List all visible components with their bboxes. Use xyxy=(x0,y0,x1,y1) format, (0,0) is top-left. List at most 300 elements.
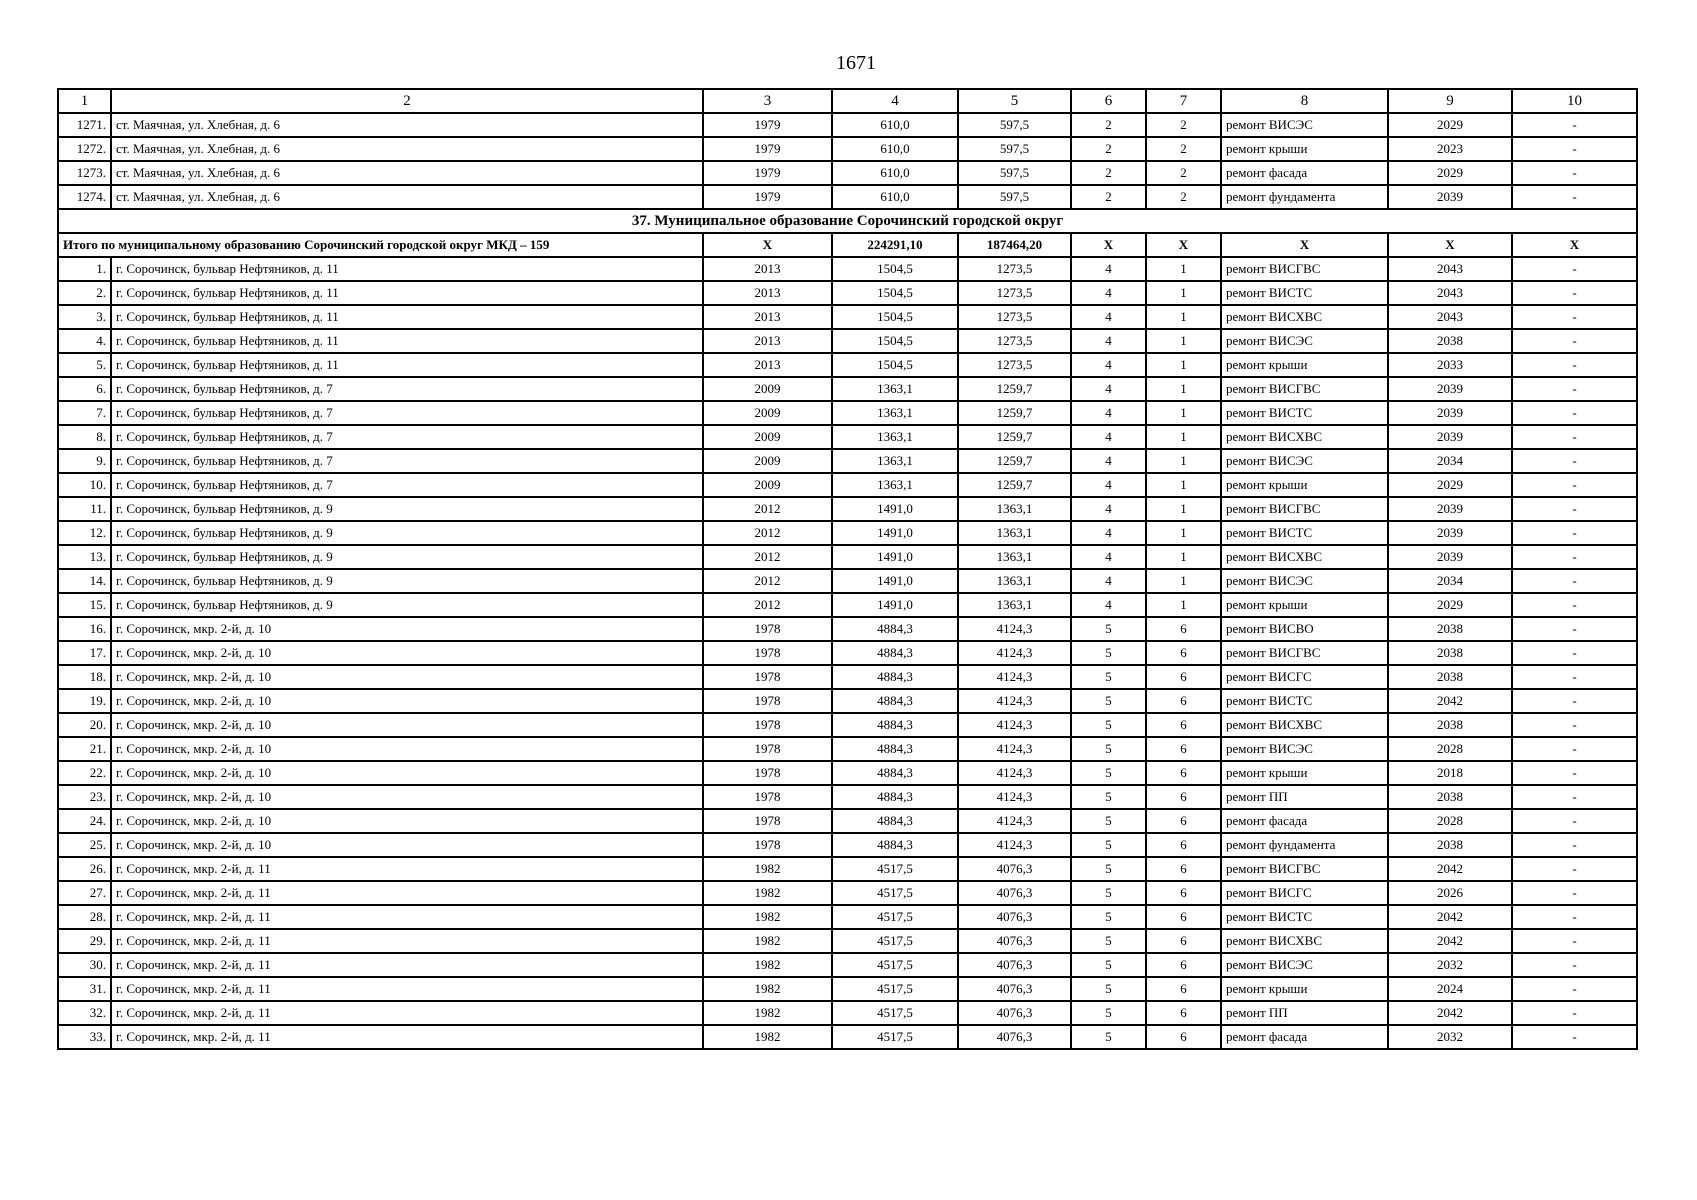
table-row xyxy=(58,305,1637,329)
table-row xyxy=(58,665,1637,689)
total-entrances: X xyxy=(1146,233,1221,257)
table-row xyxy=(58,761,1637,785)
cell-row-number: 3. xyxy=(58,305,111,329)
cell-address: г. Сорочинск, мкр. 2-й, д. 10 xyxy=(111,809,703,833)
cell-year: 2013 xyxy=(703,257,832,281)
cell-total-area: 4884,3 xyxy=(832,833,958,857)
cell-living-area: 4076,3 xyxy=(958,857,1071,881)
cell-work-type: ремонт ВИСВО xyxy=(1221,617,1388,641)
cell-note: - xyxy=(1512,833,1637,857)
cell-row-number: 20. xyxy=(58,713,111,737)
cell-living-area: 1259,7 xyxy=(958,449,1071,473)
cell-total-area: 4517,5 xyxy=(832,1025,958,1049)
cell-year-planned: 2039 xyxy=(1388,521,1512,545)
cell-year: 1978 xyxy=(703,665,832,689)
cell-total-area: 610,0 xyxy=(832,161,958,185)
table-row xyxy=(58,881,1637,905)
cell-row-number: 9. xyxy=(58,449,111,473)
cell-work-type: ремонт ВИСГВС xyxy=(1221,377,1388,401)
cell-row-number: 13. xyxy=(58,545,111,569)
cell-total-area: 4884,3 xyxy=(832,617,958,641)
cell-address: ст. Маячная, ул. Хлебная, д. 6 xyxy=(111,113,703,137)
cell-note: - xyxy=(1512,905,1637,929)
cell-year-planned: 2032 xyxy=(1388,1025,1512,1049)
cell-year-planned: 2043 xyxy=(1388,281,1512,305)
cell-year: 1978 xyxy=(703,809,832,833)
cell-row-number: 16. xyxy=(58,617,111,641)
table-row xyxy=(58,833,1637,857)
cell-year: 1978 xyxy=(703,737,832,761)
cell-floors: 5 xyxy=(1071,881,1146,905)
cell-entrances: 6 xyxy=(1146,929,1221,953)
cell-address: г. Сорочинск, мкр. 2-й, д. 11 xyxy=(111,881,703,905)
cell-floors: 4 xyxy=(1071,401,1146,425)
cell-total-area: 610,0 xyxy=(832,137,958,161)
cell-address: г. Сорочинск, бульвар Нефтяников, д. 9 xyxy=(111,521,703,545)
cell-entrances: 6 xyxy=(1146,881,1221,905)
cell-year: 1978 xyxy=(703,785,832,809)
cell-year: 1979 xyxy=(703,185,832,209)
cell-total-area: 4884,3 xyxy=(832,785,958,809)
cell-floors: 4 xyxy=(1071,569,1146,593)
cell-work-type: ремонт фундамента xyxy=(1221,185,1388,209)
cell-row-number: 23. xyxy=(58,785,111,809)
cell-year: 1979 xyxy=(703,161,832,185)
cell-floors: 5 xyxy=(1071,1025,1146,1049)
cell-entrances: 2 xyxy=(1146,185,1221,209)
cell-floors: 5 xyxy=(1071,857,1146,881)
cell-floors: 5 xyxy=(1071,761,1146,785)
total-total-area: 224291,10 xyxy=(832,233,958,257)
cell-living-area: 4124,3 xyxy=(958,809,1071,833)
cell-year-planned: 2042 xyxy=(1388,857,1512,881)
cell-note: - xyxy=(1512,881,1637,905)
cell-living-area: 4076,3 xyxy=(958,929,1071,953)
table-row xyxy=(58,329,1637,353)
cell-row-number: 1271. xyxy=(58,113,111,137)
column-header-6: 6 xyxy=(1071,89,1146,113)
cell-year-planned: 2042 xyxy=(1388,929,1512,953)
table-row xyxy=(58,1001,1637,1025)
cell-living-area: 597,5 xyxy=(958,161,1071,185)
cell-living-area: 1259,7 xyxy=(958,401,1071,425)
total-year: X xyxy=(703,233,832,257)
cell-note: - xyxy=(1512,1025,1637,1049)
cell-total-area: 1504,5 xyxy=(832,305,958,329)
cell-row-number: 24. xyxy=(58,809,111,833)
cell-note: - xyxy=(1512,1001,1637,1025)
cell-year: 2012 xyxy=(703,545,832,569)
total-living-area: 187464,20 xyxy=(958,233,1071,257)
cell-living-area: 1273,5 xyxy=(958,281,1071,305)
cell-work-type: ремонт ВИСЭС xyxy=(1221,449,1388,473)
table-row xyxy=(58,593,1637,617)
cell-year: 1978 xyxy=(703,713,832,737)
cell-address: г. Сорочинск, бульвар Нефтяников, д. 9 xyxy=(111,569,703,593)
cell-note: - xyxy=(1512,761,1637,785)
cell-floors: 4 xyxy=(1071,281,1146,305)
cell-entrances: 6 xyxy=(1146,617,1221,641)
table-row xyxy=(58,161,1637,185)
cell-note: - xyxy=(1512,401,1637,425)
cell-living-area: 4124,3 xyxy=(958,641,1071,665)
cell-row-number: 4. xyxy=(58,329,111,353)
cell-work-type: ремонт крыши xyxy=(1221,593,1388,617)
table-row xyxy=(58,617,1637,641)
table-row xyxy=(58,857,1637,881)
cell-year-planned: 2018 xyxy=(1388,761,1512,785)
cell-entrances: 6 xyxy=(1146,833,1221,857)
table-row xyxy=(58,689,1637,713)
cell-floors: 4 xyxy=(1071,521,1146,545)
table-body xyxy=(58,89,1637,1049)
cell-living-area: 1273,5 xyxy=(958,305,1071,329)
cell-year: 2012 xyxy=(703,593,832,617)
cell-address: ст. Маячная, ул. Хлебная, д. 6 xyxy=(111,161,703,185)
total-floors: X xyxy=(1071,233,1146,257)
cell-address: г. Сорочинск, бульвар Нефтяников, д. 7 xyxy=(111,401,703,425)
cell-entrances: 1 xyxy=(1146,545,1221,569)
cell-living-area: 1273,5 xyxy=(958,329,1071,353)
cell-year-planned: 2034 xyxy=(1388,569,1512,593)
cell-living-area: 597,5 xyxy=(958,137,1071,161)
cell-note: - xyxy=(1512,785,1637,809)
cell-entrances: 1 xyxy=(1146,401,1221,425)
cell-work-type: ремонт ВИСТС xyxy=(1221,281,1388,305)
cell-address: г. Сорочинск, бульвар Нефтяников, д. 11 xyxy=(111,257,703,281)
table-row xyxy=(58,809,1637,833)
cell-address: г. Сорочинск, бульвар Нефтяников, д. 9 xyxy=(111,593,703,617)
cell-year: 1982 xyxy=(703,881,832,905)
table-row xyxy=(58,425,1637,449)
cell-year-planned: 2039 xyxy=(1388,497,1512,521)
table-row xyxy=(58,737,1637,761)
cell-work-type: ремонт фундамента xyxy=(1221,833,1388,857)
table-row xyxy=(58,641,1637,665)
cell-address: г. Сорочинск, бульвар Нефтяников, д. 11 xyxy=(111,305,703,329)
cell-total-area: 4517,5 xyxy=(832,1001,958,1025)
table-row xyxy=(58,473,1637,497)
cell-year: 1982 xyxy=(703,857,832,881)
cell-year-planned: 2038 xyxy=(1388,617,1512,641)
column-header-4: 4 xyxy=(832,89,958,113)
cell-work-type: ремонт ВИСХВС xyxy=(1221,425,1388,449)
cell-living-area: 4076,3 xyxy=(958,977,1071,1001)
cell-year-planned: 2038 xyxy=(1388,665,1512,689)
cell-year: 1982 xyxy=(703,953,832,977)
cell-row-number: 11. xyxy=(58,497,111,521)
cell-year-planned: 2038 xyxy=(1388,329,1512,353)
cell-total-area: 4517,5 xyxy=(832,905,958,929)
cell-row-number: 6. xyxy=(58,377,111,401)
cell-year: 2009 xyxy=(703,377,832,401)
cell-row-number: 17. xyxy=(58,641,111,665)
cell-living-area: 1259,7 xyxy=(958,425,1071,449)
cell-work-type: ремонт крыши xyxy=(1221,473,1388,497)
column-header-1: 1 xyxy=(58,89,111,113)
cell-total-area: 1504,5 xyxy=(832,257,958,281)
cell-work-type: ремонт ВИСЭС xyxy=(1221,953,1388,977)
cell-floors: 5 xyxy=(1071,737,1146,761)
cell-work-type: ремонт ВИСХВС xyxy=(1221,713,1388,737)
cell-entrances: 6 xyxy=(1146,641,1221,665)
cell-address: г. Сорочинск, мкр. 2-й, д. 10 xyxy=(111,761,703,785)
cell-address: г. Сорочинск, бульвар Нефтяников, д. 11 xyxy=(111,353,703,377)
column-header-10: 10 xyxy=(1512,89,1637,113)
column-header-5: 5 xyxy=(958,89,1071,113)
cell-year: 1982 xyxy=(703,977,832,1001)
cell-row-number: 10. xyxy=(58,473,111,497)
cell-year: 2009 xyxy=(703,449,832,473)
cell-entrances: 2 xyxy=(1146,161,1221,185)
cell-row-number: 27. xyxy=(58,881,111,905)
cell-work-type: ремонт ВИСЭС xyxy=(1221,113,1388,137)
table-row xyxy=(58,929,1637,953)
cell-total-area: 4517,5 xyxy=(832,857,958,881)
cell-entrances: 1 xyxy=(1146,473,1221,497)
cell-address: г. Сорочинск, мкр. 2-й, д. 10 xyxy=(111,713,703,737)
cell-address: г. Сорочинск, бульвар Нефтяников, д. 7 xyxy=(111,425,703,449)
cell-row-number: 29. xyxy=(58,929,111,953)
cell-total-area: 610,0 xyxy=(832,185,958,209)
cell-year: 2012 xyxy=(703,521,832,545)
cell-row-number: 1273. xyxy=(58,161,111,185)
cell-living-area: 1363,1 xyxy=(958,545,1071,569)
table-row xyxy=(58,953,1637,977)
cell-year-planned: 2024 xyxy=(1388,977,1512,1001)
cell-year-planned: 2039 xyxy=(1388,377,1512,401)
cell-year: 2009 xyxy=(703,401,832,425)
cell-living-area: 597,5 xyxy=(958,185,1071,209)
cell-total-area: 1363,1 xyxy=(832,449,958,473)
cell-row-number: 22. xyxy=(58,761,111,785)
table-row xyxy=(58,497,1637,521)
cell-row-number: 12. xyxy=(58,521,111,545)
cell-work-type: ремонт ВИСХВС xyxy=(1221,305,1388,329)
cell-work-type: ремонт ВИСТС xyxy=(1221,905,1388,929)
cell-entrances: 2 xyxy=(1146,137,1221,161)
cell-year: 1978 xyxy=(703,689,832,713)
cell-entrances: 1 xyxy=(1146,425,1221,449)
cell-living-area: 1363,1 xyxy=(958,569,1071,593)
cell-floors: 5 xyxy=(1071,713,1146,737)
cell-row-number: 7. xyxy=(58,401,111,425)
cell-year: 1979 xyxy=(703,137,832,161)
cell-year-planned: 2029 xyxy=(1388,161,1512,185)
total-label: Итого по муниципальному образованию Сорочинский городской округ МКД – 159 xyxy=(58,233,703,257)
cell-total-area: 1504,5 xyxy=(832,329,958,353)
section-row xyxy=(58,209,1637,233)
cell-row-number: 21. xyxy=(58,737,111,761)
cell-address: г. Сорочинск, мкр. 2-й, д. 11 xyxy=(111,953,703,977)
total-work-type: X xyxy=(1221,233,1388,257)
cell-work-type: ремонт крыши xyxy=(1221,761,1388,785)
cell-total-area: 4884,3 xyxy=(832,641,958,665)
cell-total-area: 1491,0 xyxy=(832,569,958,593)
cell-row-number: 15. xyxy=(58,593,111,617)
cell-living-area: 1363,1 xyxy=(958,497,1071,521)
cell-work-type: ремонт крыши xyxy=(1221,977,1388,1001)
cell-note: - xyxy=(1512,713,1637,737)
cell-total-area: 1491,0 xyxy=(832,545,958,569)
cell-note: - xyxy=(1512,185,1637,209)
table-row xyxy=(58,377,1637,401)
cell-floors: 5 xyxy=(1071,689,1146,713)
cell-total-area: 1491,0 xyxy=(832,521,958,545)
cell-year: 2013 xyxy=(703,353,832,377)
cell-work-type: ремонт фасада xyxy=(1221,161,1388,185)
cell-living-area: 1273,5 xyxy=(958,353,1071,377)
table-row xyxy=(58,1025,1637,1049)
cell-entrances: 1 xyxy=(1146,329,1221,353)
cell-total-area: 4884,3 xyxy=(832,713,958,737)
cell-entrances: 6 xyxy=(1146,1001,1221,1025)
cell-row-number: 26. xyxy=(58,857,111,881)
cell-note: - xyxy=(1512,521,1637,545)
cell-entrances: 1 xyxy=(1146,281,1221,305)
cell-total-area: 4517,5 xyxy=(832,881,958,905)
cell-year: 1978 xyxy=(703,833,832,857)
cell-address: г. Сорочинск, мкр. 2-й, д. 10 xyxy=(111,617,703,641)
cell-entrances: 6 xyxy=(1146,953,1221,977)
section-title: 37. Муниципальное образование Сорочинский городской округ xyxy=(58,209,1637,233)
table-row xyxy=(58,281,1637,305)
cell-note: - xyxy=(1512,449,1637,473)
cell-entrances: 1 xyxy=(1146,377,1221,401)
cell-address: ст. Маячная, ул. Хлебная, д. 6 xyxy=(111,137,703,161)
cell-living-area: 1363,1 xyxy=(958,521,1071,545)
cell-entrances: 1 xyxy=(1146,521,1221,545)
cell-work-type: ремонт ПП xyxy=(1221,1001,1388,1025)
cell-work-type: ремонт ВИСТС xyxy=(1221,401,1388,425)
cell-floors: 2 xyxy=(1071,137,1146,161)
cell-year: 1978 xyxy=(703,641,832,665)
table-row xyxy=(58,137,1637,161)
total-row xyxy=(58,233,1637,257)
table-row xyxy=(58,977,1637,1001)
cell-floors: 5 xyxy=(1071,809,1146,833)
cell-year-planned: 2042 xyxy=(1388,1001,1512,1025)
cell-year-planned: 2039 xyxy=(1388,401,1512,425)
cell-note: - xyxy=(1512,161,1637,185)
cell-entrances: 2 xyxy=(1146,113,1221,137)
cell-entrances: 1 xyxy=(1146,449,1221,473)
cell-living-area: 4124,3 xyxy=(958,665,1071,689)
cell-note: - xyxy=(1512,281,1637,305)
cell-entrances: 6 xyxy=(1146,665,1221,689)
cell-living-area: 4076,3 xyxy=(958,881,1071,905)
column-header-7: 7 xyxy=(1146,89,1221,113)
cell-floors: 5 xyxy=(1071,1001,1146,1025)
cell-year-planned: 2038 xyxy=(1388,641,1512,665)
cell-total-area: 1491,0 xyxy=(832,497,958,521)
cell-living-area: 4124,3 xyxy=(958,761,1071,785)
cell-floors: 5 xyxy=(1071,905,1146,929)
cell-living-area: 4076,3 xyxy=(958,953,1071,977)
cell-floors: 5 xyxy=(1071,833,1146,857)
cell-living-area: 4124,3 xyxy=(958,713,1071,737)
cell-year-planned: 2028 xyxy=(1388,809,1512,833)
cell-floors: 4 xyxy=(1071,449,1146,473)
cell-year: 1979 xyxy=(703,113,832,137)
cell-total-area: 4884,3 xyxy=(832,809,958,833)
cell-address: г. Сорочинск, мкр. 2-й, д. 10 xyxy=(111,737,703,761)
cell-address: ст. Маячная, ул. Хлебная, д. 6 xyxy=(111,185,703,209)
cell-year-planned: 2029 xyxy=(1388,113,1512,137)
cell-total-area: 4517,5 xyxy=(832,977,958,1001)
cell-work-type: ремонт ВИСГВС xyxy=(1221,257,1388,281)
cell-floors: 4 xyxy=(1071,377,1146,401)
cell-address: г. Сорочинск, мкр. 2-й, д. 11 xyxy=(111,977,703,1001)
cell-note: - xyxy=(1512,641,1637,665)
page-number: 1671 xyxy=(836,52,876,74)
cell-work-type: ремонт ВИСТС xyxy=(1221,689,1388,713)
cell-year-planned: 2043 xyxy=(1388,257,1512,281)
cell-work-type: ремонт ВИСГВС xyxy=(1221,641,1388,665)
cell-year-planned: 2039 xyxy=(1388,185,1512,209)
table-row xyxy=(58,521,1637,545)
cell-row-number: 32. xyxy=(58,1001,111,1025)
cell-note: - xyxy=(1512,473,1637,497)
cell-note: - xyxy=(1512,305,1637,329)
cell-row-number: 1. xyxy=(58,257,111,281)
cell-floors: 4 xyxy=(1071,257,1146,281)
cell-year-planned: 2042 xyxy=(1388,905,1512,929)
cell-work-type: ремонт фасада xyxy=(1221,1025,1388,1049)
cell-total-area: 4884,3 xyxy=(832,737,958,761)
cell-work-type: ремонт ВИСХВС xyxy=(1221,545,1388,569)
table-row xyxy=(58,353,1637,377)
table-row xyxy=(58,569,1637,593)
table-row xyxy=(58,113,1637,137)
cell-note: - xyxy=(1512,857,1637,881)
table-row xyxy=(58,905,1637,929)
table-row xyxy=(58,449,1637,473)
cell-year-planned: 2038 xyxy=(1388,713,1512,737)
table-row xyxy=(58,257,1637,281)
cell-row-number: 28. xyxy=(58,905,111,929)
cell-work-type: ремонт фасада xyxy=(1221,809,1388,833)
cell-year: 2013 xyxy=(703,329,832,353)
cell-entrances: 1 xyxy=(1146,353,1221,377)
cell-work-type: ремонт ВИСГС xyxy=(1221,665,1388,689)
cell-total-area: 1491,0 xyxy=(832,593,958,617)
cell-note: - xyxy=(1512,929,1637,953)
cell-living-area: 4076,3 xyxy=(958,1025,1071,1049)
cell-address: г. Сорочинск, мкр. 2-й, д. 11 xyxy=(111,1025,703,1049)
table-row xyxy=(58,185,1637,209)
column-header-9: 9 xyxy=(1388,89,1512,113)
cell-entrances: 1 xyxy=(1146,257,1221,281)
cell-total-area: 4884,3 xyxy=(832,689,958,713)
cell-total-area: 1363,1 xyxy=(832,377,958,401)
cell-year: 2009 xyxy=(703,425,832,449)
cell-note: - xyxy=(1512,137,1637,161)
cell-entrances: 6 xyxy=(1146,689,1221,713)
table-row xyxy=(58,401,1637,425)
cell-year: 1978 xyxy=(703,761,832,785)
cell-total-area: 610,0 xyxy=(832,113,958,137)
cell-address: г. Сорочинск, бульвар Нефтяников, д. 11 xyxy=(111,281,703,305)
cell-work-type: ремонт ВИСХВС xyxy=(1221,929,1388,953)
cell-total-area: 4884,3 xyxy=(832,665,958,689)
cell-year: 1982 xyxy=(703,905,832,929)
cell-year: 2009 xyxy=(703,473,832,497)
cell-entrances: 6 xyxy=(1146,977,1221,1001)
cell-living-area: 1259,7 xyxy=(958,377,1071,401)
cell-work-type: ремонт ВИСЭС xyxy=(1221,737,1388,761)
cell-row-number: 1272. xyxy=(58,137,111,161)
